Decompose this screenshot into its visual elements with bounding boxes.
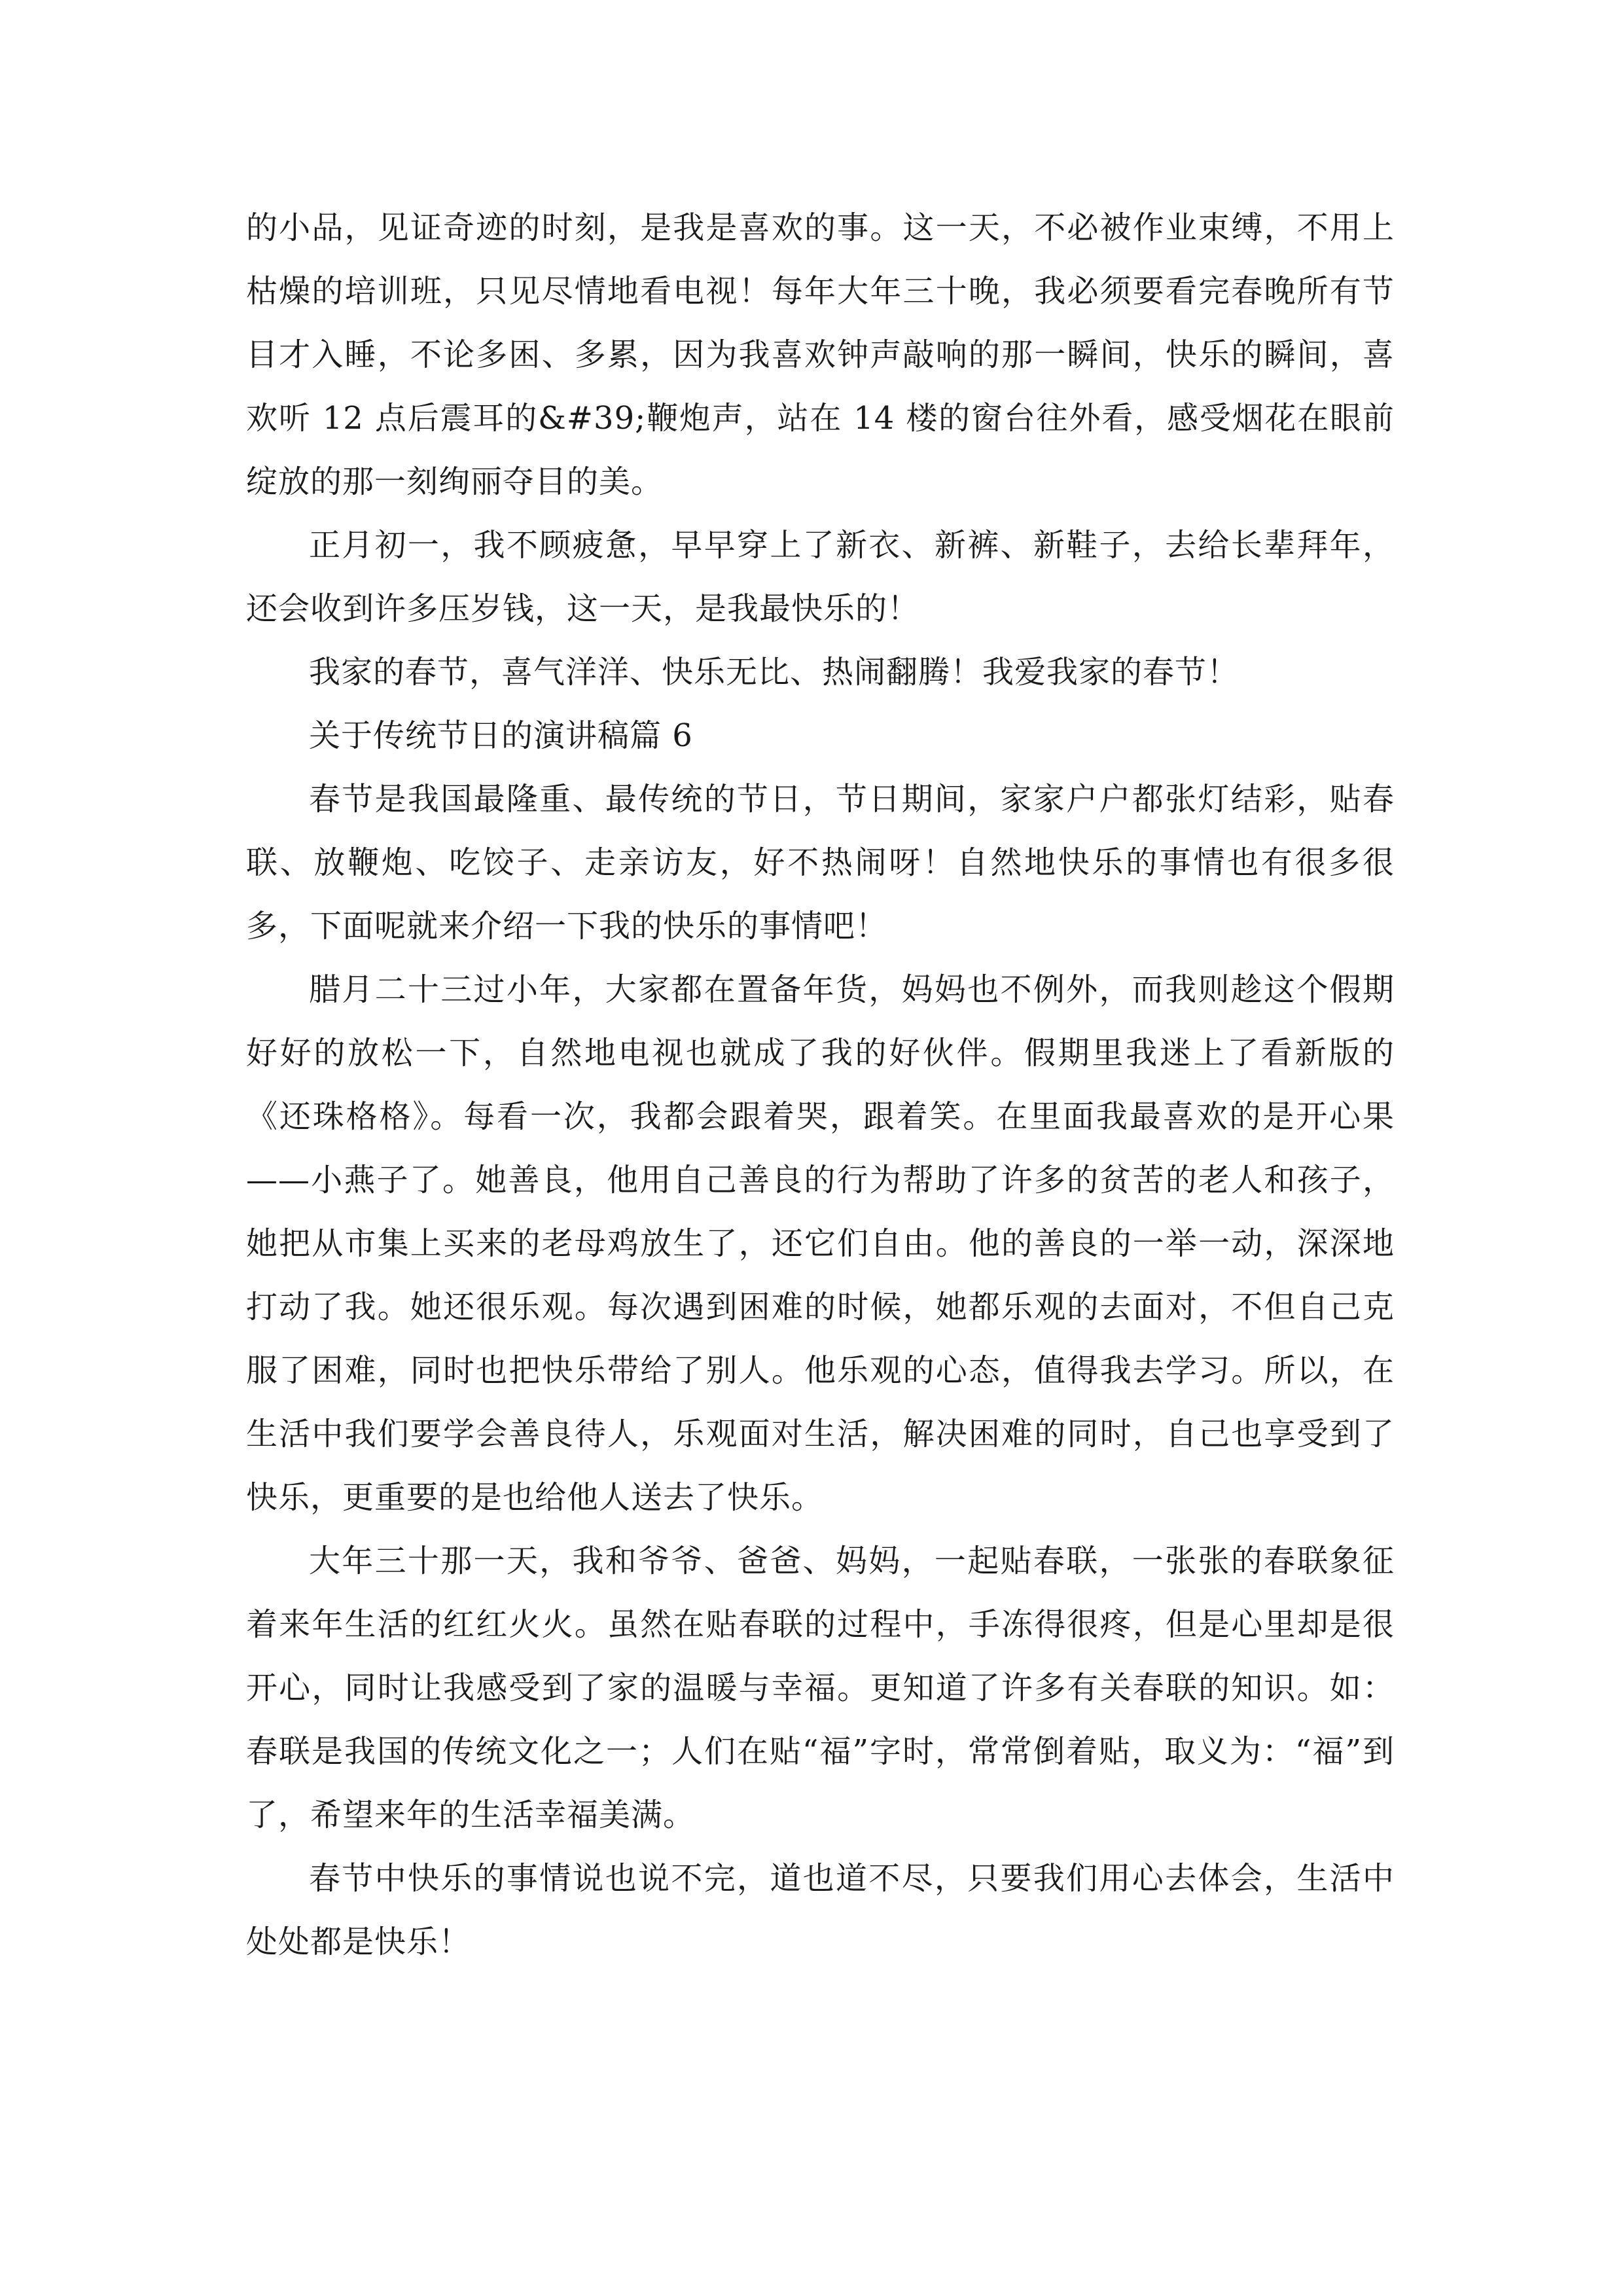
paragraph-continued: 的小品，见证奇迹的时刻，是我是喜欢的事。这一天，不必被作业束缚，不用上枯燥的培训班，只见尽情地看电视！每年大年三十晚，我必须要看完春晚所有节目才入睡，不论多困、多累，因为我喜欢钟声敲响的那一瞬间，快乐的瞬间，喜欢听 12 点后震耳的&#39;鞭炮声，站在 14 楼的窗台往外看，感受烟花在眼前绽放的那一刻绚丽夺目的美。 (246, 209, 1395, 500)
paragraph: 腊月二十三过小年，大家都在置备年货，妈妈也不例外，而我则趁这个假期好好的放松一下，自然地电视也就成了我的好伙伴。假期里我迷上了看新版的《还珠格格》。每看一次，我都会跟着哭，跟着笑。在里面我最喜欢的是开心果——小燕子了。她善良，他用自己善良的行为帮助了许多的贫苦的老人和孩子，她把从市集上买来的老母鸡放生了，还它们自由。他的善良的一举一动，深深地打动了我。她还很乐观。每次遇到困难的时候，她都乐观的去面对，不但自己克服了困难，同时也把快乐带给了别人。他乐观的心态，值得我去学习。所以，在生活中我们要学会善良待人，乐观面对生活，解决困难的同时，自己也享受到了快乐，更重要的是也给他人送去了快乐。 (246, 971, 1395, 1516)
document-body (246, 196, 1395, 1974)
paragraph: 春节中快乐的事情说也说不完，道也道不尽，只要我们用心去体会，生活中处处都是快乐！ (246, 1860, 1395, 1960)
paragraph: 春节是我国最隆重、最传统的节日，节日期间，家家户户都张灯结彩，贴春联、放鞭炮、吃饺子、走亲访友，好不热闹呀！自然地快乐的事情也有很多很多，下面呢就来介绍一下我的快乐的事情吧！ (246, 781, 1395, 944)
paragraph: 大年三十那一天，我和爷爷、爸爸、妈妈，一起贴春联，一张张的春联象征着来年生活的红红火火。虽然在贴春联的过程中，手冻得很疼，但是心里却是很开心，同时让我感受到了家的温暖与幸福。更知道了许多有关春联的知识。如：春联是我国的传统文化之一；人们在贴“福”字时，常常倒着贴，取义为：“福”到了，希望来年的生活幸福美满。 (246, 1543, 1395, 1833)
paragraph: 我家的春节，喜气洋洋、快乐无比、热闹翻腾！我爱我家的春节！ (309, 654, 1240, 691)
paragraph: 正月初一，我不顾疲惫，早早穿上了新衣、新裤、新鞋子，去给长辈拜年，还会收到许多压岁钱，这一天，是我最快乐的！ (246, 527, 1395, 627)
section-heading: 关于传统节日的演讲稿篇 6 (309, 717, 693, 754)
